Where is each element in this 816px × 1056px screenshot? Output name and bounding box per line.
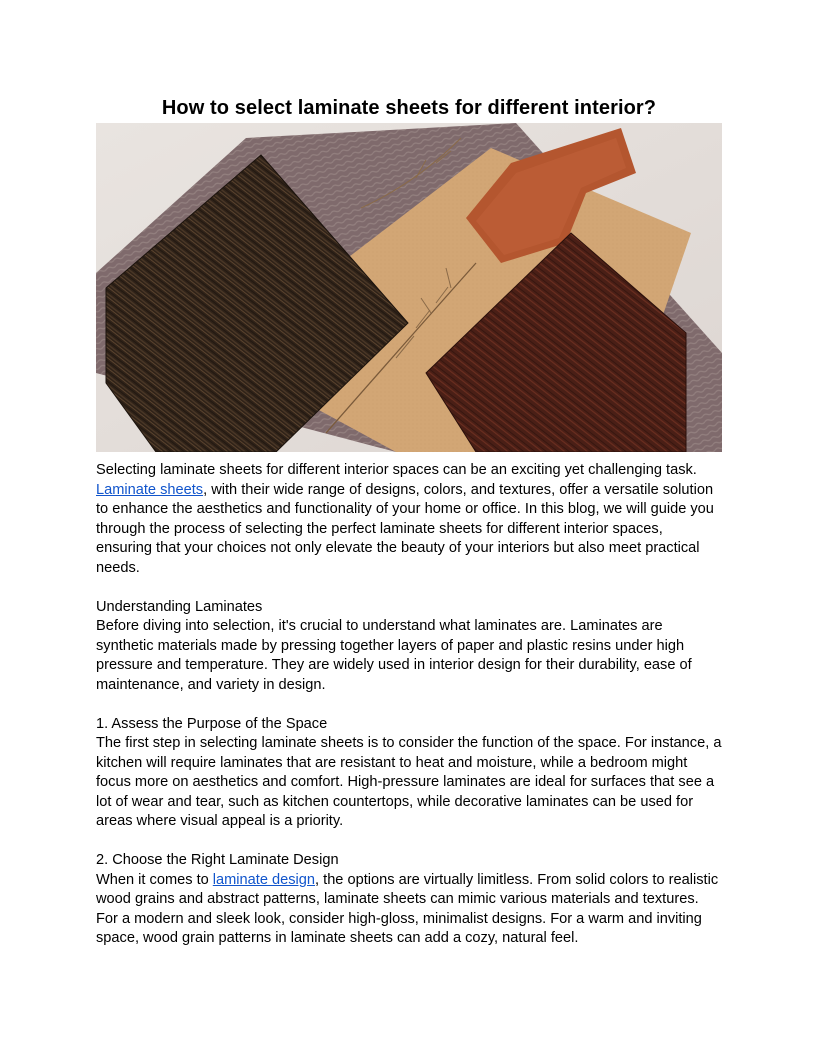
hero-image [96,123,722,452]
understanding-heading: Understanding Laminates [96,598,263,615]
design-heading: 2. Choose the Right Laminate Design [96,852,339,868]
intro-text-start: Selecting laminate sheets for different interior spaces can be an exciting yet challenging task. [96,462,697,478]
laminate-sheets-link[interactable]: Laminate sheets [96,481,204,498]
document-page [96,96,722,949]
intro-paragraph [96,461,722,578]
intro-text-end: , with their wide range of designs, colors, and textures, offer a versatile solution to enhance the aesthetics and functionality of your home or office. In this blog, we will guide you through the process of selecting the perfect laminate sheets for different interior spaces, ensuring that your choices not only elevate the beauty of your interiors but also meet practical needs. [96,481,714,576]
purpose-body: The first step in selecting laminate sheets is to consider the function of the space. For instance, a kitchen will require laminates that are resistant to heat and moisture, while a bedroom might focus more on aesthetics and comfort. High-pressure laminates are ideal for surfaces that see a lot of wear and tear, such as kitchen countertops, while decorative laminates can be used for areas where visual appeal is a priority. [96,735,722,829]
page-title: How to select laminate sheets for different interior? [161,97,657,119]
design-text-start: When it comes to [96,871,213,888]
design-text-end: , the options are virtually limitless. From solid colors to realistic wood grains and abstract patterns, laminate sheets can mimic various materials and textures. For a modern and sleek look, consider high-gloss, minimalist designs. For a warm and inviting space, wood grain patterns in laminate sheets can add a cozy, natural feel. [96,871,719,946]
laminate-samples-illustration [96,123,722,452]
laminate-design-link[interactable]: laminate design [212,871,316,888]
article-body [96,461,722,949]
purpose-heading: 1. Assess the Purpose of the Space [96,715,328,732]
understanding-body: Before diving into selection, it's crucial to understand what laminates are. Laminates are synthetic materials made by pressing together layers of paper and plastic resins under high pressure and temperature. They are widely used in interior design for their durability, ease of maintenance, and variety in design. [96,618,692,693]
design-paragraph [96,871,722,949]
